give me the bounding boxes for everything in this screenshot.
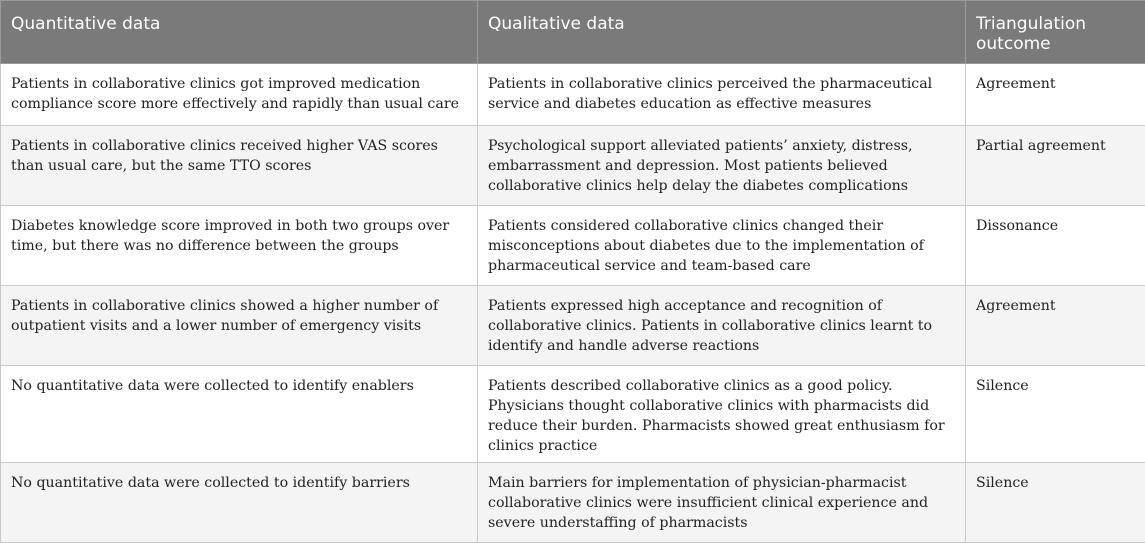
cell-quantitative: Diabetes knowledge score improved in both two groups over time, but there was no difference between the groups: [1, 206, 478, 286]
table-body: [1, 64, 1145, 543]
header-outcome: Triangulation outcome: [966, 1, 1145, 64]
cell-qualitative: Patients described collaborative clinics as a good policy. Physicians thought collaborative clinics with pharmacists did reduce their burden. Pharmacists showed great enthusiasm for clinics practice: [478, 366, 966, 463]
table-row: [1, 206, 1145, 286]
cell-qualitative: Patients considered collaborative clinics changed their misconceptions about diabetes due to the implementation of pharmaceutical service and team-based care: [478, 206, 966, 286]
cell-qualitative: Main barriers for implementation of physician-pharmacist collaborative clinics were insufficient clinical experience and severe understaffing of pharmacists: [478, 463, 966, 543]
header-qualitative: Qualitative data: [478, 1, 966, 64]
table-header: [1, 1, 1145, 64]
cell-qualitative: Psychological support alleviated patients’ anxiety, distress, embarrassment and depression. Most patients believed collaborative clinics help delay the diabetes complications: [478, 126, 966, 206]
table-row: [1, 366, 1145, 463]
cell-outcome: Silence: [966, 366, 1145, 463]
table-row: [1, 463, 1145, 543]
cell-quantitative: Patients in collaborative clinics got improved medication compliance score more effectively and rapidly than usual care: [1, 64, 478, 126]
cell-quantitative: Patients in collaborative clinics received higher VAS scores than usual care, but the same TTO scores: [1, 126, 478, 206]
cell-qualitative: Patients expressed high acceptance and recognition of collaborative clinics. Patients in collaborative clinics learnt to identify and handle adverse reactions: [478, 286, 966, 366]
cell-quantitative: Patients in collaborative clinics showed a higher number of outpatient visits and a lower number of emergency visits: [1, 286, 478, 366]
header-quantitative: Quantitative data: [1, 1, 478, 64]
table-row: [1, 126, 1145, 206]
cell-outcome: Partial agreement: [966, 126, 1145, 206]
cell-qualitative: Patients in collaborative clinics perceived the pharmaceutical service and diabetes education as effective measures: [478, 64, 966, 126]
cell-outcome: Agreement: [966, 64, 1145, 126]
cell-quantitative: No quantitative data were collected to identify barriers: [1, 463, 478, 543]
table-row: [1, 286, 1145, 366]
header-row: [1, 1, 1145, 64]
cell-outcome: Agreement: [966, 286, 1145, 366]
cell-outcome: Silence: [966, 463, 1145, 543]
cell-quantitative: No quantitative data were collected to identify enablers: [1, 366, 478, 463]
cell-outcome: Dissonance: [966, 206, 1145, 286]
table-row: [1, 64, 1145, 126]
